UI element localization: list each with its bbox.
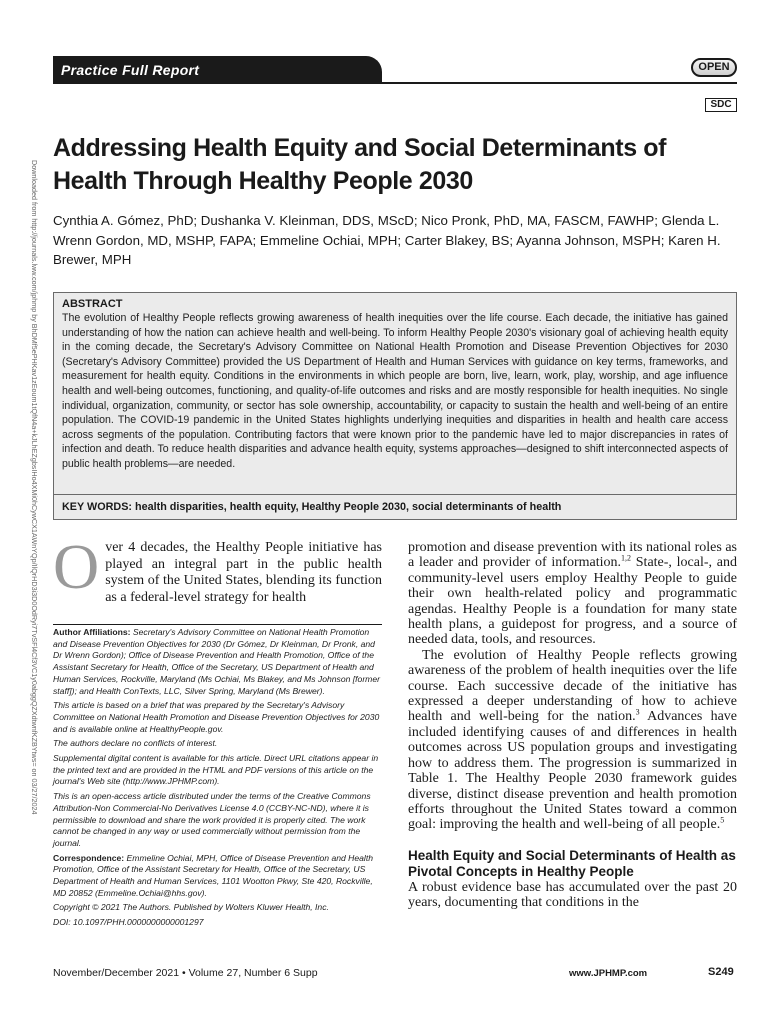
body-paragraph (408, 540, 737, 648)
citation: 1,2 (621, 553, 632, 563)
download-watermark (24, 160, 40, 815)
citation: 5 (720, 815, 725, 825)
drop-cap: O (53, 531, 100, 602)
license-note: This is an open-access article distributed under the terms of the Creative Commons Attribution-Non Commercial-No Derivatives License 4.0 (CCBY-NC-ND), where it is permissible to download and share the work provided it is properly cited. The work cannot be changed in any way or used commercially without permission from the journal. (53, 791, 371, 848)
body-text: State-, local-, and community-level users employ Healthy People to guide their own health-related policy and programmatic agendas. Healthy People is a foundation for many state health plans, a guidepost for progress, and a source of needed data, tools, and resources. (408, 555, 737, 648)
brief-note: This article is based on a brief that was prepared by the Secretary's Advisory Committee on National Health Promotion and Disease Prevention Objectives for 2030 and is available online at HealthyPeople.gov. (53, 700, 380, 734)
article-title: Addressing Health Equity and Social Determinants of Health Through Healthy People 2030 (53, 134, 667, 195)
article-type-banner (53, 56, 382, 84)
citation: 3 (635, 707, 640, 717)
body-text: Advances have included identifying causes of and differences in health outcomes across US population groups and investigating how to address them. The progression is summarized in Table 1. The Healthy People 2030 framework guides diverse, distinct disease prevention and health promotion efforts throughout the United States toward a common goal: improving the health and well-being of all people. (408, 709, 737, 833)
left-column (53, 531, 382, 606)
abstract-box (53, 292, 737, 520)
open-access-badge: OPEN (691, 58, 737, 77)
body-text: promotion and disease prevention with its national roles as a leader and provider of information. (408, 540, 737, 571)
keywords-label: KEY WORDS: (62, 501, 132, 513)
notes-divider (53, 624, 382, 625)
supplemental-note: Supplemental digital content is available for this article. Direct URL citations appear in the printed text and are provided in the HTML and PDF versions of this article on the journal's Web site (http://www.JPHMP.com). (53, 753, 379, 787)
conflicts-note: The authors declare no conflicts of interest. (53, 738, 218, 749)
page-number: S249 (708, 966, 734, 978)
download-watermark-text: Downloaded from http://journals.lww.com/jphmp by BhDMf5ePHKav1zEoum1tQfN4a+kJLhEZgbsIHo4XMi0hCywCX1AWnYQp/IlQrHD3i3D0OdRyi7TvSFl4Cf3VC1y0abggQZXdtwnfKZBYtws= on 03/27/2024 (30, 160, 39, 815)
author-list: Cynthia A. Gómez, PhD; Dushanka V. Kleinman, DDS, MScD; Nico Pronk, PhD, MA, FASCM, FAWHP; Glenda L. Wrenn Gordon, MD, MSHP, FAPA; Emmeline Ochiai, MPH; Carter Blakey, BS; Ayanna Johnson, MSPH; Karen H. Brewer, MPH (53, 213, 721, 267)
affiliations-text: Secretary's Advisory Committee on National Health Promotion and Disease Prevention Objectives for 2030 (Dr Gómez, Dr Kleinman, Dr Pronk, and Dr Wrenn Gordon); Office of Disease Prevention and Health Promotion, Office of the Assistant Secretary for Health, Office of the Secretary, US Department of Health and Human Services, Rockville, Maryland (Ms Ochiai, Ms Blakey, and Ms Johnson [former staff]); and Health ConTexts, LLC, Silver Spring, Maryland (Ms Brewer). (53, 627, 380, 696)
body-paragraph: A robust evidence base has accumulated over the past 20 years, documenting that conditions in the (408, 879, 737, 911)
keywords (62, 500, 561, 514)
body-paragraph (408, 648, 737, 833)
affiliations-note (53, 627, 382, 697)
correspondence-label: Correspondence: (53, 852, 125, 863)
correspondence-text: Emmeline Ochiai, MPH, Office of Disease Prevention and Health Promotion, Office of the Assistant Secretary for Health, Office of the Secretary, US Department of Health and Human Services, 1101 Wootton Pkwy, Ste 420, Rockville, MD 20852 (Emmeline.Ochiai@hhs.gov). (53, 852, 374, 898)
correspondence-note (53, 853, 382, 900)
body-text: The evolution of Healthy People reflects growing awareness of the problem of health inequities over the life course. Each successive decade of the initiative has expressed a deeper understanding of how to achieve health and well-being for the nation. (408, 647, 737, 725)
right-column (408, 540, 737, 911)
article-type-label: Practice Full Report (61, 62, 200, 78)
journal-url: www.JPHMP.com (569, 968, 648, 979)
affiliations-label: Author Affiliations: (53, 627, 131, 637)
issue-info: November/December 2021 • Volume 27, Number 6 Supp (53, 967, 318, 979)
abstract-text: The evolution of Healthy People reflects growing awareness of health inequities over the life course. Each decade, the initiative has gained understanding of how the nation can achieve health and well-being. To inform Healthy People 2030's visionary goal of achieving health equity in the coming decade, the Secretary's Advisory Committee on National Health Promotion and Disease Prevention Objectives for 2030 (Secretary's Advisory Committee) provided the US Department of Health and Human Services with guidance on key terms, frameworks, and measurement for health equity. Conditions in the environments in which people are born, live, learn, work, play, worship, and age influence health and well-being outcomes, functioning, and quality-of-life outcomes and risks and are mostly responsible for health inequities. No single individual, organization, community, or sector has sole ownership, accountability, or capacity to sustain the health and well-being of an entire population. The COVID-19 pandemic in the United States highlights underlying inequities and disparities in health and health care access across segments of the population. Contributing factors that were known prior to the pandemic have led to major discrepancies in rates of infection and death. To reduce health disparities and advance health equity, systems approaches—designed to shift interconnected aspects of public health problems—are needed. (62, 312, 728, 470)
intro-paragraph: ver 4 decades, the Healthy People initiative has played an integral part in the public health system of the United States, blending its function as a federal-level strategy for health (105, 540, 382, 605)
section-heading: Health Equity and Social Determinants of Health as Pivotal Concepts in Healthy People (408, 847, 736, 879)
doi-note: DOI: 10.1097/PHH.0000000000001297 (53, 917, 204, 928)
header-rule (53, 82, 737, 84)
sdc-badge: SDC (705, 98, 737, 112)
keywords-divider (54, 494, 736, 495)
article-notes (53, 627, 382, 932)
copyright-note: Copyright © 2021 The Authors. Published by Wolters Kluwer Health, Inc. (53, 902, 329, 913)
keywords-text: health disparities, health equity, Healthy People 2030, social determinants of health (135, 501, 562, 513)
abstract-heading: ABSTRACT (62, 298, 123, 310)
